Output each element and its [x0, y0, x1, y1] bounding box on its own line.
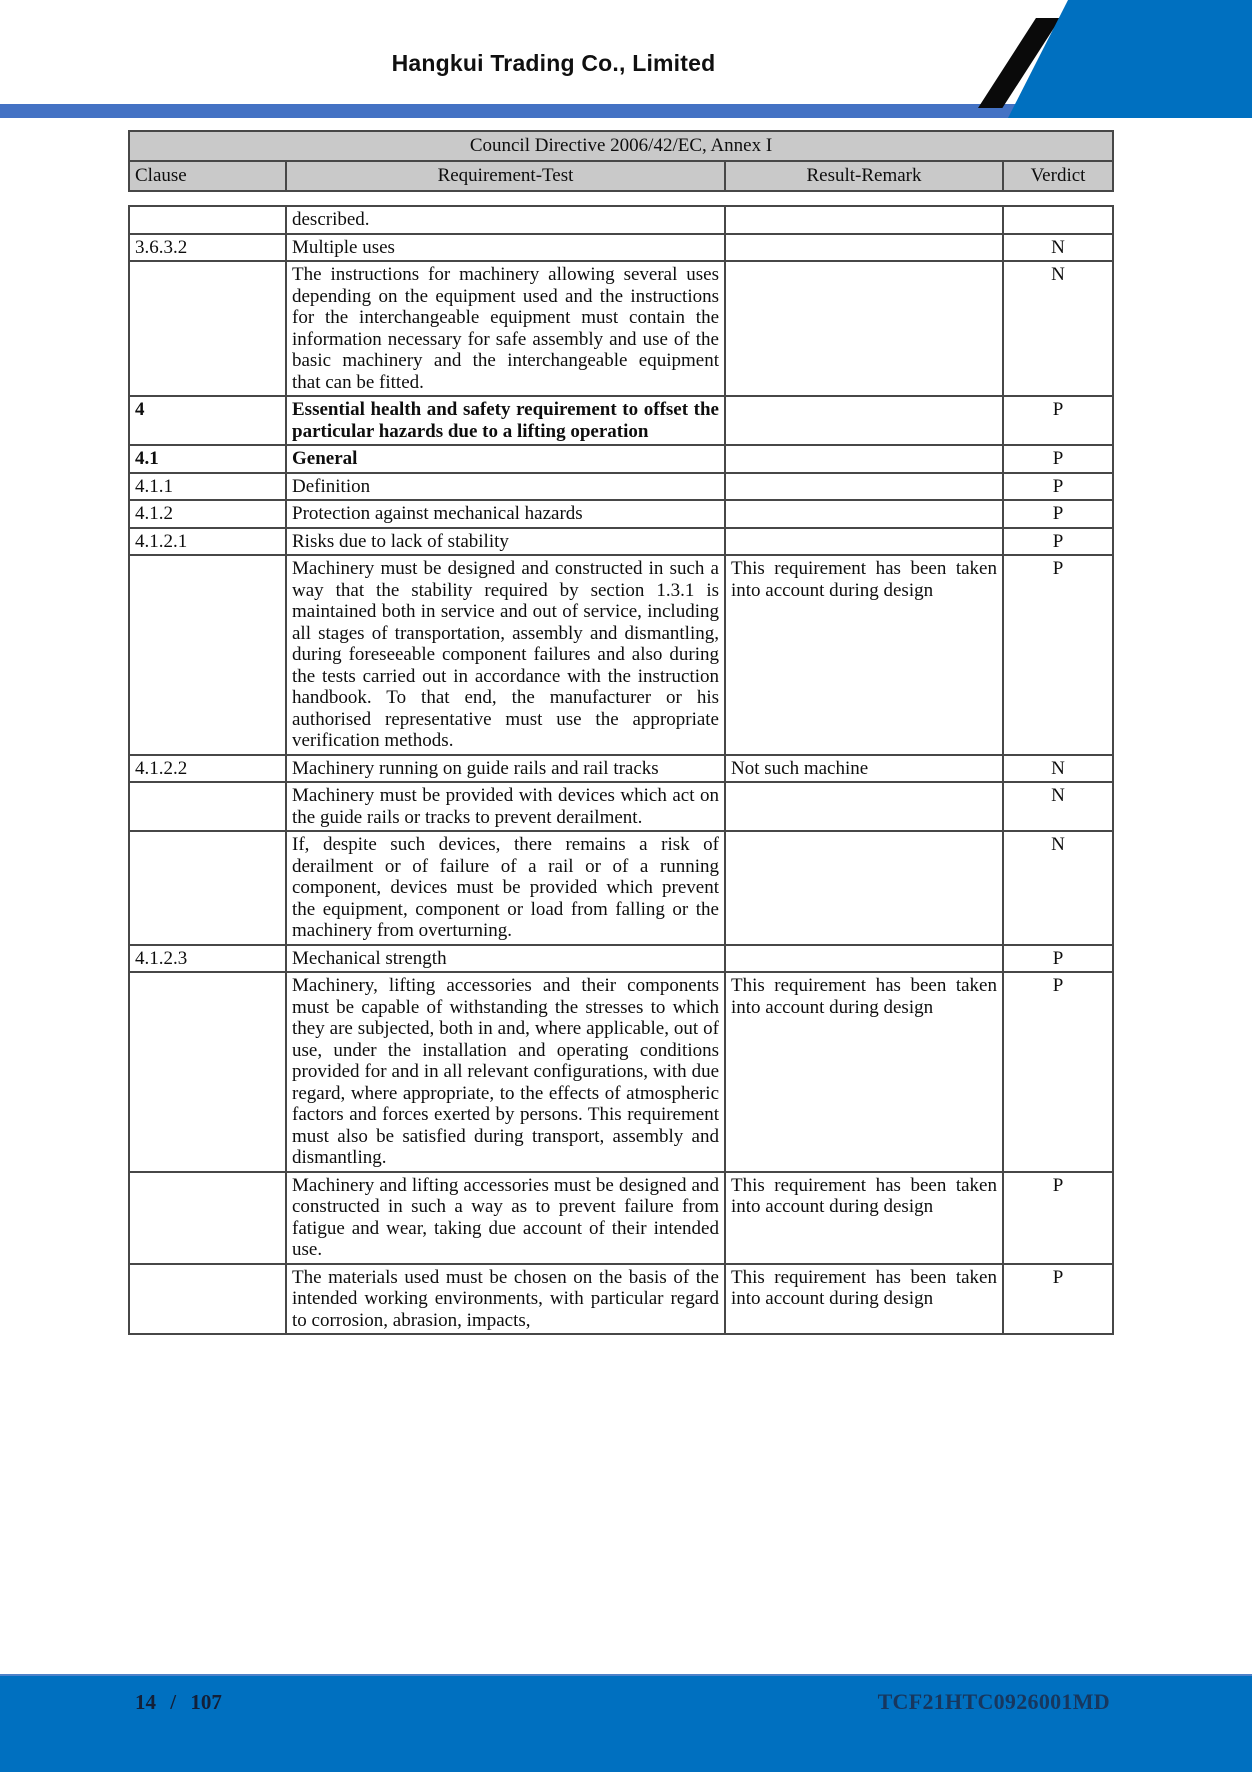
table-row [129, 206, 1113, 234]
table-row [129, 500, 1113, 528]
result-cell [725, 473, 1003, 501]
verdict-cell: P [1003, 945, 1113, 973]
requirement-cell: Machinery, lifting accessories and their components must be capable of withstanding the stresses to which they are subjected, both in and, where applicable, out of use, under the installation and operating conditions provided for and in all relevant configurations, with due regard, where appropriate, to the effects of atmospheric factors and forces exerted by persons. This requirement must also be satisfied during transport, assembly and dismantling. [286, 972, 725, 1172]
clause-cell [129, 831, 286, 945]
clause-cell: 4.1.2 [129, 500, 286, 528]
result-cell: This requirement has been taken into account during design [725, 972, 1003, 1172]
requirement-cell: Machinery running on guide rails and rail tracks [286, 755, 725, 783]
table-row [129, 396, 1113, 445]
clause-cell [129, 261, 286, 396]
verdict-cell: N [1003, 261, 1113, 396]
table-row [129, 1264, 1113, 1335]
requirement-cell: Machinery and lifting accessories must be designed and constructed in such a way as to prevent failure from fatigue and wear, taking due account of their intended use. [286, 1172, 725, 1264]
requirement-cell: Risks due to lack of stability [286, 528, 725, 556]
table-row [129, 445, 1113, 473]
verdict-cell: P [1003, 1264, 1113, 1335]
verdict-cell: P [1003, 396, 1113, 445]
result-cell: Not such machine [725, 755, 1003, 783]
requirement-cell: If, despite such devices, there remains a risk of derailment or of failure of a rail or of a running component, devices must be provided which prevent the equipment, component or load from falling or the machinery from overturning. [286, 831, 725, 945]
table-row [129, 831, 1113, 945]
table-row [129, 755, 1113, 783]
table-title: Council Directive 2006/42/EC, Annex I [129, 131, 1113, 161]
requirement-cell: Multiple uses [286, 234, 725, 262]
result-cell [725, 445, 1003, 473]
footer-bar [0, 1674, 1252, 1772]
clause-cell: 4.1.1 [129, 473, 286, 501]
requirement-cell: Essential health and safety requirement to offset the particular hazards due to a lifting operation [286, 396, 725, 445]
requirement-cell: General [286, 445, 725, 473]
clause-cell [129, 206, 286, 234]
table-row [129, 473, 1113, 501]
report-number: TCF21HTC0926001MD [877, 1689, 1110, 1714]
clause-cell [129, 782, 286, 831]
result-cell [725, 945, 1003, 973]
requirement-cell: The instructions for machinery allowing several uses depending on the equipment used and the instructions for the interchangeable equipment must contain the information necessary for safe assembly and use of the basic machinery and the interchangeable equipment that can be fitted. [286, 261, 725, 396]
verdict-cell: N [1003, 831, 1113, 945]
clause-cell: 4.1.2.2 [129, 755, 286, 783]
verdict-cell: P [1003, 473, 1113, 501]
page-number: 14 / 107 [135, 1690, 222, 1714]
table-row [129, 945, 1113, 973]
verdict-cell: N [1003, 755, 1113, 783]
verdict-cell: N [1003, 234, 1113, 262]
clause-cell: 4 [129, 396, 286, 445]
verdict-cell: P [1003, 445, 1113, 473]
requirement-cell: The materials used must be chosen on the basis of the intended working environments, with particular regard to corrosion, abrasion, impacts, [286, 1264, 725, 1335]
result-cell [725, 831, 1003, 945]
verdict-cell: P [1003, 1172, 1113, 1264]
verdict-cell [1003, 206, 1113, 234]
table-row [129, 528, 1113, 556]
result-cell [725, 261, 1003, 396]
column-header-result-remark: Result-Remark [725, 161, 1003, 191]
clause-cell: 3.6.3.2 [129, 234, 286, 262]
verdict-cell: P [1003, 528, 1113, 556]
table-row [129, 1172, 1113, 1264]
result-cell [725, 396, 1003, 445]
requirement-cell: described. [286, 206, 725, 234]
clause-cell [129, 972, 286, 1172]
verdict-cell: P [1003, 555, 1113, 755]
company-name: Hangkui Trading Co., Limited [391, 50, 716, 76]
verdict-cell: P [1003, 972, 1113, 1172]
table-column-header-row [129, 161, 1113, 191]
table-row [129, 782, 1113, 831]
clause-cell: 4.1 [129, 445, 286, 473]
clause-cell [129, 555, 286, 755]
clause-cell [129, 1264, 286, 1335]
clause-cell: 4.1.2.3 [129, 945, 286, 973]
verdict-cell: N [1003, 782, 1113, 831]
table-row [129, 261, 1113, 396]
result-cell [725, 234, 1003, 262]
table-row [129, 234, 1113, 262]
clause-cell [129, 1172, 286, 1264]
directive-table-header [128, 130, 1114, 192]
result-cell [725, 500, 1003, 528]
table-title-row [129, 131, 1113, 161]
blue-parallelogram-decoration [1008, 0, 1252, 118]
requirement-cell: Protection against mechanical hazards [286, 500, 725, 528]
result-cell: This requirement has been taken into account during design [725, 1172, 1003, 1264]
requirement-cell: Machinery must be designed and constructed in such a way that the stability required by section 1.3.1 is maintained both in service and out of service, including all stages of transportation, assembly and dismantling, during foreseeable component failures and also during the tests carried out in accordance with the instruction handbook. To that end, the manufacturer or his authorised representative must use the appropriate verification methods. [286, 555, 725, 755]
requirements-table [128, 205, 1114, 1335]
requirement-cell: Machinery must be provided with devices which act on the guide rails or tracks to prevent derailment. [286, 782, 725, 831]
column-header-clause: Clause [129, 161, 286, 191]
table-row [129, 555, 1113, 755]
requirement-cell: Definition [286, 473, 725, 501]
clause-cell: 4.1.2.1 [129, 528, 286, 556]
requirements-table-body [129, 206, 1113, 1334]
result-cell: This requirement has been taken into account during design [725, 1264, 1003, 1335]
verdict-cell: P [1003, 500, 1113, 528]
result-cell [725, 782, 1003, 831]
result-cell [725, 528, 1003, 556]
column-header-verdict: Verdict [1003, 161, 1113, 191]
result-cell: This requirement has been taken into account during design [725, 555, 1003, 755]
table-row [129, 972, 1113, 1172]
result-cell [725, 206, 1003, 234]
requirement-cell: Mechanical strength [286, 945, 725, 973]
column-header-requirement-test: Requirement-Test [286, 161, 725, 191]
